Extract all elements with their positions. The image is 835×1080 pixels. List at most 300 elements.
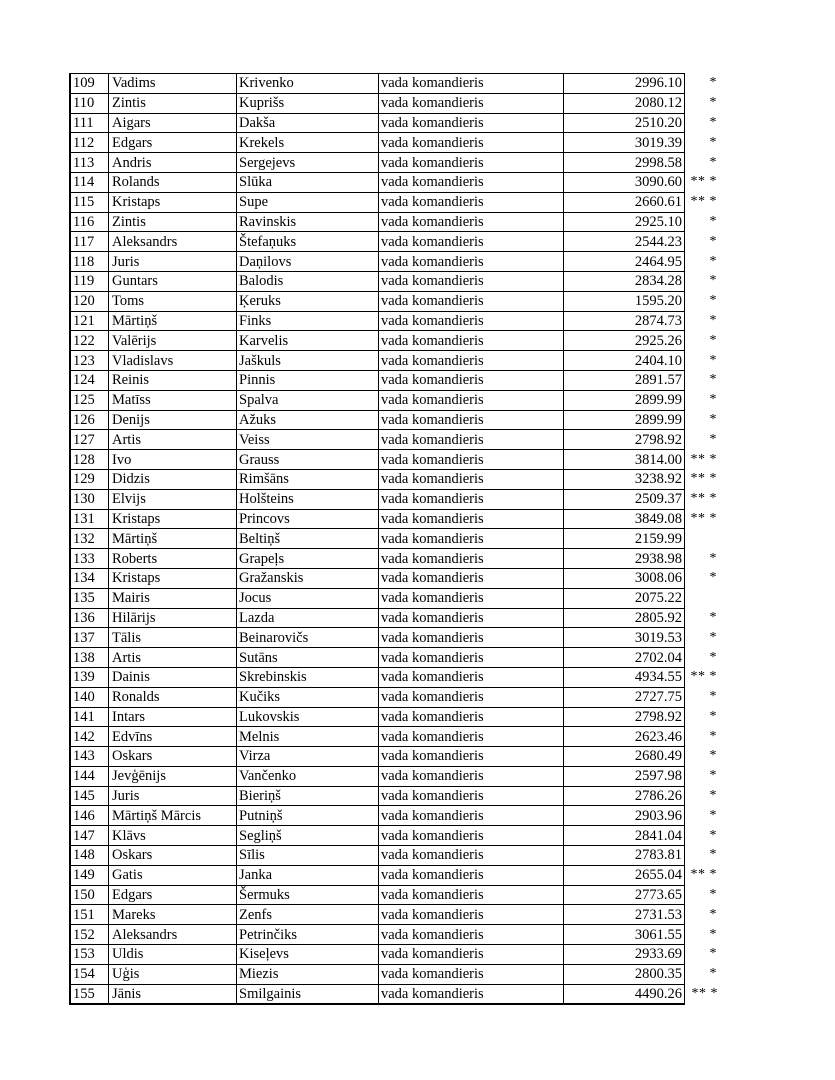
mark-cell: * [709, 154, 717, 170]
amount-cell: 2597.98 [564, 766, 685, 786]
position-cell: vada komandieris [379, 648, 564, 668]
position-cell: vada komandieris [379, 667, 564, 687]
position-cell: vada komandieris [379, 153, 564, 173]
first-name-cell: Kristaps [109, 509, 237, 529]
position-cell: vada komandieris [379, 410, 564, 430]
row-number: 114 [70, 172, 109, 192]
table-row [70, 450, 718, 470]
first-name-cell: Valērijs [109, 331, 237, 351]
mark-cell: * [709, 906, 717, 922]
amount-cell: 2841.04 [564, 826, 685, 846]
last-name-cell: Grauss [237, 450, 379, 470]
mark-cell: * [709, 807, 717, 823]
mark-cell: * [709, 253, 717, 269]
last-name-cell: Balodis [237, 271, 379, 291]
row-number: 155 [70, 984, 109, 1004]
mark-cell: * [709, 273, 717, 289]
row-number: 141 [70, 707, 109, 727]
amount-cell: 2899.99 [564, 390, 685, 410]
amount-cell: 2798.92 [564, 707, 685, 727]
first-name-cell: Vadims [109, 74, 237, 94]
position-cell: vada komandieris [379, 212, 564, 232]
table-row [70, 529, 718, 549]
position-cell: vada komandieris [379, 430, 564, 450]
position-cell: vada komandieris [379, 172, 564, 192]
mark-cell: * [709, 887, 717, 903]
row-number: 140 [70, 687, 109, 707]
first-name-cell: Didzis [109, 469, 237, 489]
mark-cell: * [709, 95, 717, 111]
first-name-cell: Mārtiņš [109, 529, 237, 549]
table-row [70, 390, 718, 410]
amount-cell: 3008.06 [564, 568, 685, 588]
last-name-cell: Štefaņuks [237, 232, 379, 252]
table-row [70, 430, 718, 450]
table-row [70, 687, 718, 707]
last-name-cell: Ravinskis [237, 212, 379, 232]
first-name-cell: Andris [109, 153, 237, 173]
amount-cell: 4934.55 [564, 667, 685, 687]
first-name-cell: Artis [109, 648, 237, 668]
last-name-cell: Zenfs [237, 905, 379, 925]
amount-cell: 2660.61 [564, 192, 685, 212]
salary-table [69, 73, 719, 1005]
first-name-cell: Oskars [109, 846, 237, 866]
position-cell: vada komandieris [379, 291, 564, 311]
amount-cell: 2464.95 [564, 252, 685, 272]
position-cell: vada komandieris [379, 529, 564, 549]
first-name-cell: Elvijs [109, 489, 237, 509]
first-name-cell: Edvīns [109, 727, 237, 747]
position-cell: vada komandieris [379, 549, 564, 569]
table-row [70, 549, 718, 569]
position-cell: vada komandieris [379, 93, 564, 113]
first-name-cell: Guntars [109, 271, 237, 291]
mark-cell: * [709, 134, 717, 150]
table-row [70, 925, 718, 945]
position-cell: vada komandieris [379, 133, 564, 153]
position-cell: vada komandieris [379, 747, 564, 767]
row-number: 138 [70, 648, 109, 668]
table-row [70, 806, 718, 826]
position-cell: vada komandieris [379, 74, 564, 94]
last-name-cell: Lukovskis [237, 707, 379, 727]
table-row [70, 370, 718, 390]
mark-cell: * [709, 788, 717, 804]
first-name-cell: Aigars [109, 113, 237, 133]
first-name-cell: Denijs [109, 410, 237, 430]
mark-cell: ** * [690, 451, 717, 467]
amount-cell: 2925.10 [564, 212, 685, 232]
first-name-cell: Kristaps [109, 568, 237, 588]
mark-cell: ** * [690, 491, 717, 507]
row-number: 148 [70, 846, 109, 866]
amount-cell: 2510.20 [564, 113, 685, 133]
last-name-cell: Pinnis [237, 370, 379, 390]
table-row [70, 984, 718, 1004]
amount-cell: 2731.53 [564, 905, 685, 925]
position-cell: vada komandieris [379, 509, 564, 529]
amount-cell: 2834.28 [564, 271, 685, 291]
table-row [70, 509, 718, 529]
first-name-cell: Edgars [109, 885, 237, 905]
mark-cell: * [709, 293, 717, 309]
amount-cell: 2727.75 [564, 687, 685, 707]
mark-cell: * [709, 728, 717, 744]
mark-cell: * [709, 827, 717, 843]
first-name-cell: Rolands [109, 172, 237, 192]
first-name-cell: Oskars [109, 747, 237, 767]
first-name-cell: Jevģēnijs [109, 766, 237, 786]
position-cell: vada komandieris [379, 489, 564, 509]
last-name-cell: Janka [237, 865, 379, 885]
mark-cell: * [709, 372, 717, 388]
amount-cell: 2680.49 [564, 747, 685, 767]
table-row [70, 271, 718, 291]
first-name-cell: Mairis [109, 588, 237, 608]
position-cell: vada komandieris [379, 588, 564, 608]
amount-cell: 2805.92 [564, 608, 685, 628]
position-cell: vada komandieris [379, 806, 564, 826]
table-row [70, 786, 718, 806]
mark-cell: * [709, 352, 717, 368]
first-name-cell: Juris [109, 786, 237, 806]
amount-cell: 2783.81 [564, 846, 685, 866]
row-number: 133 [70, 549, 109, 569]
first-name-cell: Uldis [109, 945, 237, 965]
mark-cell: * [709, 233, 717, 249]
position-cell: vada komandieris [379, 905, 564, 925]
last-name-cell: Krivenko [237, 74, 379, 94]
last-name-cell: Kiseļevs [237, 945, 379, 965]
mark-cell: * [709, 550, 717, 566]
amount-cell: 2798.92 [564, 430, 685, 450]
table-row [70, 311, 718, 331]
table-row [70, 232, 718, 252]
last-name-cell: Virza [237, 747, 379, 767]
mark-cell: * [709, 114, 717, 130]
position-cell: vada komandieris [379, 786, 564, 806]
amount-cell: 3814.00 [564, 450, 685, 470]
last-name-cell: Daņilovs [237, 252, 379, 272]
position-cell: vada komandieris [379, 469, 564, 489]
last-name-cell: Šermuks [237, 885, 379, 905]
amount-cell: 2773.65 [564, 885, 685, 905]
mark-cell: * [709, 609, 717, 625]
last-name-cell: Finks [237, 311, 379, 331]
position-cell: vada komandieris [379, 925, 564, 945]
last-name-cell: Sutāns [237, 648, 379, 668]
row-number: 113 [70, 153, 109, 173]
mark-cell [685, 588, 719, 608]
position-cell: vada komandieris [379, 450, 564, 470]
position-cell: vada komandieris [379, 568, 564, 588]
row-number: 111 [70, 113, 109, 133]
first-name-cell: Tālis [109, 628, 237, 648]
amount-cell: 2903.96 [564, 806, 685, 826]
last-name-cell: Kuprišs [237, 93, 379, 113]
last-name-cell: Skrebinskis [237, 667, 379, 687]
table-row [70, 252, 718, 272]
row-number: 126 [70, 410, 109, 430]
mark-cell: * [709, 332, 717, 348]
row-number: 145 [70, 786, 109, 806]
amount-cell: 2655.04 [564, 865, 685, 885]
last-name-cell: Sīlis [237, 846, 379, 866]
amount-cell: 2159.99 [564, 529, 685, 549]
last-name-cell: Holšteins [237, 489, 379, 509]
position-cell: vada komandieris [379, 984, 564, 1004]
row-number: 123 [70, 351, 109, 371]
position-cell: vada komandieris [379, 826, 564, 846]
table-row [70, 964, 718, 984]
table-row [70, 885, 718, 905]
row-number: 130 [70, 489, 109, 509]
table-row [70, 766, 718, 786]
first-name-cell: Intars [109, 707, 237, 727]
first-name-cell: Uģis [109, 964, 237, 984]
last-name-cell: Spalva [237, 390, 379, 410]
row-number: 109 [70, 74, 109, 94]
row-number: 121 [70, 311, 109, 331]
last-name-cell: Segliņš [237, 826, 379, 846]
position-cell: vada komandieris [379, 252, 564, 272]
table-row [70, 153, 718, 173]
row-number: 127 [70, 430, 109, 450]
mark-cell: * [709, 411, 717, 427]
mark-cell: * [709, 768, 717, 784]
row-number: 151 [70, 905, 109, 925]
row-number: 152 [70, 925, 109, 945]
position-cell: vada komandieris [379, 727, 564, 747]
amount-cell: 1595.20 [564, 291, 685, 311]
amount-cell: 2996.10 [564, 74, 685, 94]
table-row [70, 93, 718, 113]
amount-cell: 2800.35 [564, 964, 685, 984]
first-name-cell: Toms [109, 291, 237, 311]
row-number: 131 [70, 509, 109, 529]
row-number: 154 [70, 964, 109, 984]
first-name-cell: Aleksandrs [109, 232, 237, 252]
last-name-cell: Bieriņš [237, 786, 379, 806]
first-name-cell: Gatis [109, 865, 237, 885]
amount-cell: 2080.12 [564, 93, 685, 113]
position-cell: vada komandieris [379, 964, 564, 984]
position-cell: vada komandieris [379, 865, 564, 885]
table-row [70, 113, 718, 133]
amount-cell: 2786.26 [564, 786, 685, 806]
table-row [70, 192, 718, 212]
position-cell: vada komandieris [379, 687, 564, 707]
amount-cell: 2623.46 [564, 727, 685, 747]
last-name-cell: Sergejevs [237, 153, 379, 173]
row-number: 142 [70, 727, 109, 747]
mark-cell: * [709, 966, 717, 982]
mark-cell: * [709, 75, 717, 91]
table-row [70, 588, 718, 608]
row-number: 153 [70, 945, 109, 965]
mark-cell [685, 529, 719, 549]
row-number: 120 [70, 291, 109, 311]
table-row [70, 945, 718, 965]
last-name-cell: Karvelis [237, 331, 379, 351]
mark-cell: ** * [690, 510, 717, 526]
row-number: 124 [70, 370, 109, 390]
last-name-cell: Miezis [237, 964, 379, 984]
row-number: 139 [70, 667, 109, 687]
row-number: 132 [70, 529, 109, 549]
position-cell: vada komandieris [379, 608, 564, 628]
table-row [70, 74, 718, 94]
amount-cell: 3238.92 [564, 469, 685, 489]
position-cell: vada komandieris [379, 707, 564, 727]
first-name-cell: Roberts [109, 549, 237, 569]
amount-cell: 2938.98 [564, 549, 685, 569]
position-cell: vada komandieris [379, 311, 564, 331]
first-name-cell: Mareks [109, 905, 237, 925]
last-name-cell: Gražanskis [237, 568, 379, 588]
amount-cell: 3061.55 [564, 925, 685, 945]
last-name-cell: Dakša [237, 113, 379, 133]
last-name-cell: Putniņš [237, 806, 379, 826]
amount-cell: 2404.10 [564, 351, 685, 371]
mark-cell: ** * [690, 194, 717, 210]
first-name-cell: Kristaps [109, 192, 237, 212]
last-name-cell: Slūka [237, 172, 379, 192]
first-name-cell: Artis [109, 430, 237, 450]
amount-cell: 2899.99 [564, 410, 685, 430]
mark-cell: * [709, 847, 717, 863]
position-cell: vada komandieris [379, 370, 564, 390]
last-name-cell: Veiss [237, 430, 379, 450]
first-name-cell: Zintis [109, 93, 237, 113]
table-row [70, 133, 718, 153]
row-number: 137 [70, 628, 109, 648]
row-number: 128 [70, 450, 109, 470]
amount-cell: 2702.04 [564, 648, 685, 668]
table-row [70, 608, 718, 628]
first-name-cell: Zintis [109, 212, 237, 232]
table-row [70, 410, 718, 430]
table-row [70, 747, 718, 767]
row-number: 144 [70, 766, 109, 786]
amount-cell: 4490.26 [564, 984, 685, 1004]
last-name-cell: Ķeruks [237, 291, 379, 311]
last-name-cell: Rimšāns [237, 469, 379, 489]
amount-cell: 3090.60 [564, 172, 685, 192]
table-row [70, 826, 718, 846]
position-cell: vada komandieris [379, 113, 564, 133]
last-name-cell: Grapeļs [237, 549, 379, 569]
position-cell: vada komandieris [379, 331, 564, 351]
first-name-cell: Klāvs [109, 826, 237, 846]
first-name-cell: Matīss [109, 390, 237, 410]
table-row [70, 212, 718, 232]
first-name-cell: Edgars [109, 133, 237, 153]
last-name-cell: Kučiks [237, 687, 379, 707]
row-number: 147 [70, 826, 109, 846]
table-row [70, 351, 718, 371]
row-number: 115 [70, 192, 109, 212]
first-name-cell: Dainis [109, 667, 237, 687]
first-name-cell: Mārtiņš Mārcis [109, 806, 237, 826]
amount-cell: 2998.58 [564, 153, 685, 173]
mark-cell: ** * [690, 471, 717, 487]
row-number: 136 [70, 608, 109, 628]
amount-cell: 2925.26 [564, 331, 685, 351]
position-cell: vada komandieris [379, 192, 564, 212]
first-name-cell: Ivo [109, 450, 237, 470]
last-name-cell: Lazda [237, 608, 379, 628]
table-row [70, 469, 718, 489]
mark-cell: * [709, 689, 717, 705]
row-number: 135 [70, 588, 109, 608]
first-name-cell: Juris [109, 252, 237, 272]
table-row [70, 865, 718, 885]
table-row [70, 628, 718, 648]
row-number: 125 [70, 390, 109, 410]
table-row [70, 648, 718, 668]
first-name-cell: Vladislavs [109, 351, 237, 371]
first-name-cell: Aleksandrs [109, 925, 237, 945]
table-row [70, 667, 718, 687]
last-name-cell: Ažuks [237, 410, 379, 430]
last-name-cell: Smilgainis [237, 984, 379, 1004]
position-cell: vada komandieris [379, 945, 564, 965]
row-number: 110 [70, 93, 109, 113]
position-cell: vada komandieris [379, 766, 564, 786]
last-name-cell: Jocus [237, 588, 379, 608]
amount-cell: 3019.53 [564, 628, 685, 648]
mark-cell: * [709, 946, 717, 962]
amount-cell: 2509.37 [564, 489, 685, 509]
row-number: 129 [70, 469, 109, 489]
first-name-cell: Hilārijs [109, 608, 237, 628]
last-name-cell: Jaškuls [237, 351, 379, 371]
mark-cell: ** * [691, 986, 718, 1002]
row-number: 118 [70, 252, 109, 272]
mark-cell: * [709, 748, 717, 764]
table-row [70, 172, 718, 192]
mark-cell: * [709, 926, 717, 942]
last-name-cell: Supe [237, 192, 379, 212]
amount-cell: 3019.39 [564, 133, 685, 153]
mark-cell: * [709, 213, 717, 229]
row-number: 122 [70, 331, 109, 351]
first-name-cell: Ronalds [109, 687, 237, 707]
row-number: 150 [70, 885, 109, 905]
mark-cell: * [709, 392, 717, 408]
table-body [70, 74, 718, 1005]
table-row [70, 727, 718, 747]
position-cell: vada komandieris [379, 885, 564, 905]
table-row [70, 331, 718, 351]
amount-cell: 2075.22 [564, 588, 685, 608]
amount-cell: 2933.69 [564, 945, 685, 965]
table-row [70, 905, 718, 925]
first-name-cell: Reinis [109, 370, 237, 390]
mark-cell: * [709, 649, 717, 665]
row-number: 143 [70, 747, 109, 767]
position-cell: vada komandieris [379, 846, 564, 866]
mark-cell: * [709, 629, 717, 645]
row-number: 149 [70, 865, 109, 885]
table-row [70, 568, 718, 588]
row-number: 134 [70, 568, 109, 588]
amount-cell: 2544.23 [564, 232, 685, 252]
position-cell: vada komandieris [379, 351, 564, 371]
mark-cell: ** * [690, 174, 717, 190]
